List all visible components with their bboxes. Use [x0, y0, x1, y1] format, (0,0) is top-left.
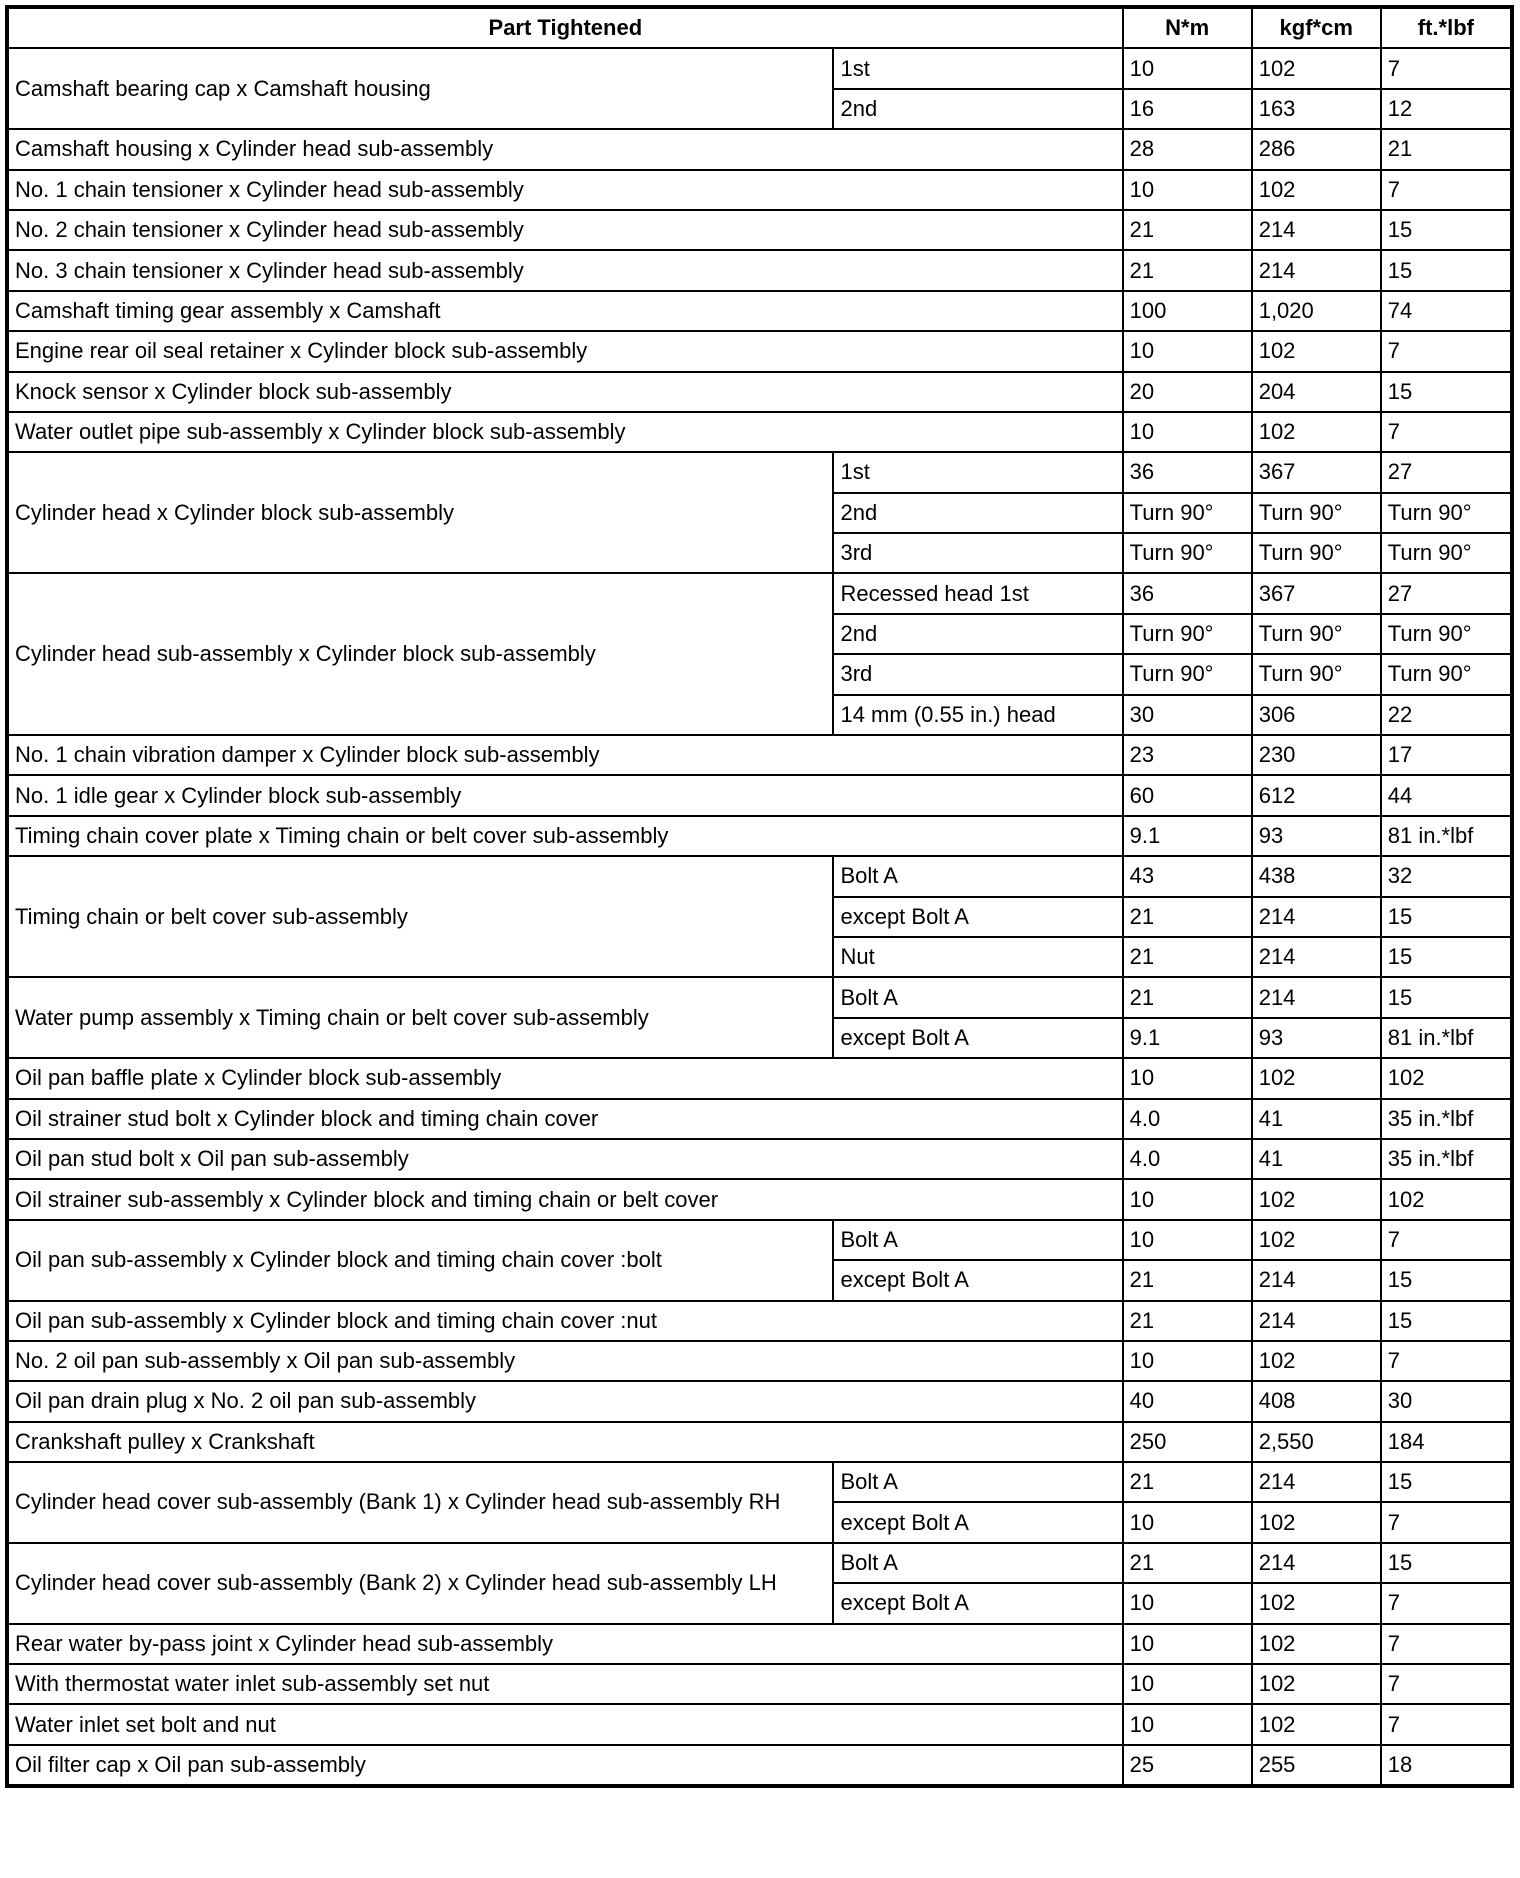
step-cell: except Bolt A	[833, 1583, 1122, 1623]
step-cell: Bolt A	[833, 1462, 1122, 1502]
part-name-cell: Engine rear oil seal retainer x Cylinder block sub-assembly	[7, 331, 1123, 371]
kgf-cm-value-cell: 102	[1252, 1664, 1381, 1704]
kgf-cm-value-cell: 214	[1252, 1462, 1381, 1502]
kgf-cm-value-cell: 102	[1252, 1179, 1381, 1219]
ft-lbf-value-cell: 21	[1381, 129, 1512, 169]
kgf-cm-value-cell: 102	[1252, 1624, 1381, 1664]
nm-value-cell: 21	[1123, 1462, 1252, 1502]
nm-value-cell: 10	[1123, 331, 1252, 371]
header-nm: N*m	[1123, 7, 1252, 48]
kgf-cm-value-cell: 102	[1252, 331, 1381, 371]
table-row	[7, 1624, 1512, 1664]
table-row	[7, 1543, 1512, 1583]
kgf-cm-value-cell: 286	[1252, 129, 1381, 169]
kgf-cm-value-cell: Turn 90°	[1252, 493, 1381, 533]
ft-lbf-value-cell: 7	[1381, 1664, 1512, 1704]
step-cell: except Bolt A	[833, 1502, 1122, 1542]
step-cell: 1st	[833, 48, 1122, 88]
kgf-cm-value-cell: 214	[1252, 210, 1381, 250]
ft-lbf-value-cell: 35 in.*lbf	[1381, 1099, 1512, 1139]
table-row	[7, 1462, 1512, 1502]
table-row	[7, 291, 1512, 331]
part-name-cell: Camshaft timing gear assembly x Camshaft	[7, 291, 1123, 331]
table-row	[7, 816, 1512, 856]
table-row	[7, 372, 1512, 412]
part-name-cell: Oil strainer stud bolt x Cylinder block and timing chain cover	[7, 1099, 1123, 1139]
kgf-cm-value-cell: 102	[1252, 170, 1381, 210]
nm-value-cell: 60	[1123, 775, 1252, 815]
kgf-cm-value-cell: 93	[1252, 816, 1381, 856]
kgf-cm-value-cell: Turn 90°	[1252, 533, 1381, 573]
step-cell: 2nd	[833, 614, 1122, 654]
ft-lbf-value-cell: Turn 90°	[1381, 614, 1512, 654]
table-row	[7, 331, 1512, 371]
step-cell: Bolt A	[833, 977, 1122, 1017]
torque-specification-table	[5, 5, 1514, 1788]
table-row	[7, 1301, 1512, 1341]
step-cell: 2nd	[833, 89, 1122, 129]
part-name-cell: Cylinder head sub-assembly x Cylinder block sub-assembly	[7, 573, 833, 735]
ft-lbf-value-cell: 15	[1381, 937, 1512, 977]
kgf-cm-value-cell: 214	[1252, 937, 1381, 977]
part-name-cell: Oil strainer sub-assembly x Cylinder block and timing chain or belt cover	[7, 1179, 1123, 1219]
nm-value-cell: 4.0	[1123, 1099, 1252, 1139]
ft-lbf-value-cell: 15	[1381, 372, 1512, 412]
kgf-cm-value-cell: 214	[1252, 1543, 1381, 1583]
nm-value-cell: 10	[1123, 1664, 1252, 1704]
header-kgf-cm: kgf*cm	[1252, 7, 1381, 48]
kgf-cm-value-cell: 41	[1252, 1139, 1381, 1179]
kgf-cm-value-cell: 306	[1252, 695, 1381, 735]
nm-value-cell: 10	[1123, 1341, 1252, 1381]
nm-value-cell: 36	[1123, 573, 1252, 613]
ft-lbf-value-cell: 81 in.*lbf	[1381, 816, 1512, 856]
nm-value-cell: 36	[1123, 452, 1252, 492]
table-row	[7, 573, 1512, 613]
ft-lbf-value-cell: 7	[1381, 412, 1512, 452]
nm-value-cell: 21	[1123, 897, 1252, 937]
ft-lbf-value-cell: 102	[1381, 1179, 1512, 1219]
ft-lbf-value-cell: 15	[1381, 250, 1512, 290]
part-name-cell: Camshaft bearing cap x Camshaft housing	[7, 48, 833, 129]
nm-value-cell: 25	[1123, 1745, 1252, 1786]
ft-lbf-value-cell: 15	[1381, 1301, 1512, 1341]
kgf-cm-value-cell: 438	[1252, 856, 1381, 896]
table-row	[7, 1099, 1512, 1139]
nm-value-cell: 23	[1123, 735, 1252, 775]
part-name-cell: Timing chain or belt cover sub-assembly	[7, 856, 833, 977]
part-name-cell: Knock sensor x Cylinder block sub-assembly	[7, 372, 1123, 412]
table-row	[7, 412, 1512, 452]
kgf-cm-value-cell: 93	[1252, 1018, 1381, 1058]
kgf-cm-value-cell: 41	[1252, 1099, 1381, 1139]
ft-lbf-value-cell: Turn 90°	[1381, 654, 1512, 694]
ft-lbf-value-cell: 7	[1381, 170, 1512, 210]
ft-lbf-value-cell: 184	[1381, 1422, 1512, 1462]
ft-lbf-value-cell: 7	[1381, 1583, 1512, 1623]
kgf-cm-value-cell: 102	[1252, 1502, 1381, 1542]
kgf-cm-value-cell: 367	[1252, 452, 1381, 492]
nm-value-cell: 10	[1123, 1220, 1252, 1260]
kgf-cm-value-cell: 2,550	[1252, 1422, 1381, 1462]
nm-value-cell: 16	[1123, 89, 1252, 129]
ft-lbf-value-cell: 30	[1381, 1381, 1512, 1421]
part-name-cell: Oil pan sub-assembly x Cylinder block and timing chain cover :nut	[7, 1301, 1123, 1341]
kgf-cm-value-cell: 1,020	[1252, 291, 1381, 331]
kgf-cm-value-cell: Turn 90°	[1252, 654, 1381, 694]
nm-value-cell: Turn 90°	[1123, 654, 1252, 694]
kgf-cm-value-cell: 102	[1252, 1341, 1381, 1381]
kgf-cm-value-cell: 408	[1252, 1381, 1381, 1421]
nm-value-cell: 21	[1123, 1543, 1252, 1583]
table-row	[7, 170, 1512, 210]
kgf-cm-value-cell: 102	[1252, 1058, 1381, 1098]
nm-value-cell: Turn 90°	[1123, 614, 1252, 654]
nm-value-cell: 30	[1123, 695, 1252, 735]
part-name-cell: Oil pan baffle plate x Cylinder block sub-assembly	[7, 1058, 1123, 1098]
part-name-cell: Camshaft housing x Cylinder head sub-assembly	[7, 129, 1123, 169]
ft-lbf-value-cell: 18	[1381, 1745, 1512, 1786]
table-row	[7, 1058, 1512, 1098]
nm-value-cell: 28	[1123, 129, 1252, 169]
nm-value-cell: 21	[1123, 250, 1252, 290]
nm-value-cell: 100	[1123, 291, 1252, 331]
part-name-cell: Water pump assembly x Timing chain or belt cover sub-assembly	[7, 977, 833, 1058]
nm-value-cell: 43	[1123, 856, 1252, 896]
step-cell: 3rd	[833, 654, 1122, 694]
step-cell: 14 mm (0.55 in.) head	[833, 695, 1122, 735]
part-name-cell: With thermostat water inlet sub-assembly set nut	[7, 1664, 1123, 1704]
kgf-cm-value-cell: 102	[1252, 1583, 1381, 1623]
kgf-cm-value-cell: 367	[1252, 573, 1381, 613]
nm-value-cell: 9.1	[1123, 816, 1252, 856]
ft-lbf-value-cell: Turn 90°	[1381, 533, 1512, 573]
part-name-cell: No. 1 chain tensioner x Cylinder head sub-assembly	[7, 170, 1123, 210]
part-name-cell: Cylinder head x Cylinder block sub-assembly	[7, 452, 833, 573]
nm-value-cell: 10	[1123, 1704, 1252, 1744]
nm-value-cell: 10	[1123, 1502, 1252, 1542]
step-cell: Bolt A	[833, 1543, 1122, 1583]
ft-lbf-value-cell: 102	[1381, 1058, 1512, 1098]
part-name-cell: Timing chain cover plate x Timing chain or belt cover sub-assembly	[7, 816, 1123, 856]
step-cell: except Bolt A	[833, 897, 1122, 937]
kgf-cm-value-cell: 102	[1252, 48, 1381, 88]
table-row	[7, 977, 1512, 1017]
ft-lbf-value-cell: 27	[1381, 573, 1512, 613]
table-row	[7, 1381, 1512, 1421]
ft-lbf-value-cell: 7	[1381, 1624, 1512, 1664]
ft-lbf-value-cell: 32	[1381, 856, 1512, 896]
table-row	[7, 1745, 1512, 1786]
ft-lbf-value-cell: 7	[1381, 1502, 1512, 1542]
nm-value-cell: 21	[1123, 937, 1252, 977]
ft-lbf-value-cell: 7	[1381, 331, 1512, 371]
table-row	[7, 735, 1512, 775]
step-cell: 3rd	[833, 533, 1122, 573]
table-row	[7, 1139, 1512, 1179]
part-name-cell: Oil filter cap x Oil pan sub-assembly	[7, 1745, 1123, 1786]
step-cell: 1st	[833, 452, 1122, 492]
header-ft-lbf: ft.*lbf	[1381, 7, 1512, 48]
table-row	[7, 210, 1512, 250]
step-cell: except Bolt A	[833, 1018, 1122, 1058]
kgf-cm-value-cell: 255	[1252, 1745, 1381, 1786]
part-name-cell: No. 1 idle gear x Cylinder block sub-assembly	[7, 775, 1123, 815]
table-row	[7, 1422, 1512, 1462]
part-name-cell: No. 3 chain tensioner x Cylinder head sub-assembly	[7, 250, 1123, 290]
part-name-cell: No. 2 oil pan sub-assembly x Oil pan sub-assembly	[7, 1341, 1123, 1381]
table-row	[7, 1179, 1512, 1219]
header-part-tightened: Part Tightened	[7, 7, 1123, 48]
part-name-cell: Water outlet pipe sub-assembly x Cylinder block sub-assembly	[7, 412, 1123, 452]
kgf-cm-value-cell: 230	[1252, 735, 1381, 775]
part-name-cell: Crankshaft pulley x Crankshaft	[7, 1422, 1123, 1462]
table-row	[7, 1704, 1512, 1744]
nm-value-cell: Turn 90°	[1123, 533, 1252, 573]
kgf-cm-value-cell: 102	[1252, 1704, 1381, 1744]
nm-value-cell: 21	[1123, 210, 1252, 250]
nm-value-cell: 10	[1123, 1179, 1252, 1219]
step-cell: Bolt A	[833, 856, 1122, 896]
nm-value-cell: 10	[1123, 48, 1252, 88]
ft-lbf-value-cell: 81 in.*lbf	[1381, 1018, 1512, 1058]
ft-lbf-value-cell: 7	[1381, 1704, 1512, 1744]
table-row	[7, 1664, 1512, 1704]
table-row	[7, 250, 1512, 290]
table-row	[7, 775, 1512, 815]
nm-value-cell: 21	[1123, 1260, 1252, 1300]
ft-lbf-value-cell: 15	[1381, 210, 1512, 250]
kgf-cm-value-cell: 214	[1252, 250, 1381, 290]
step-cell: Recessed head 1st	[833, 573, 1122, 613]
kgf-cm-value-cell: 102	[1252, 412, 1381, 452]
ft-lbf-value-cell: 35 in.*lbf	[1381, 1139, 1512, 1179]
nm-value-cell: 21	[1123, 977, 1252, 1017]
kgf-cm-value-cell: 612	[1252, 775, 1381, 815]
table-row	[7, 1341, 1512, 1381]
nm-value-cell: 10	[1123, 170, 1252, 210]
ft-lbf-value-cell: 7	[1381, 1220, 1512, 1260]
nm-value-cell: Turn 90°	[1123, 493, 1252, 533]
table-body	[7, 48, 1512, 1786]
kgf-cm-value-cell: 204	[1252, 372, 1381, 412]
step-cell: 2nd	[833, 493, 1122, 533]
kgf-cm-value-cell: 214	[1252, 977, 1381, 1017]
table-row	[7, 1220, 1512, 1260]
nm-value-cell: 10	[1123, 1583, 1252, 1623]
ft-lbf-value-cell: 15	[1381, 977, 1512, 1017]
step-cell: Bolt A	[833, 1220, 1122, 1260]
ft-lbf-value-cell: Turn 90°	[1381, 493, 1512, 533]
nm-value-cell: 250	[1123, 1422, 1252, 1462]
nm-value-cell: 9.1	[1123, 1018, 1252, 1058]
nm-value-cell: 10	[1123, 1624, 1252, 1664]
ft-lbf-value-cell: 17	[1381, 735, 1512, 775]
ft-lbf-value-cell: 7	[1381, 1341, 1512, 1381]
nm-value-cell: 10	[1123, 412, 1252, 452]
part-name-cell: Water inlet set bolt and nut	[7, 1704, 1123, 1744]
nm-value-cell: 4.0	[1123, 1139, 1252, 1179]
header-row	[7, 7, 1512, 48]
table-row	[7, 48, 1512, 88]
kgf-cm-value-cell: 102	[1252, 1220, 1381, 1260]
kgf-cm-value-cell: 214	[1252, 897, 1381, 937]
part-name-cell: Rear water by-pass joint x Cylinder head sub-assembly	[7, 1624, 1123, 1664]
nm-value-cell: 21	[1123, 1301, 1252, 1341]
part-name-cell: Cylinder head cover sub-assembly (Bank 1) x Cylinder head sub-assembly RH	[7, 1462, 833, 1543]
ft-lbf-value-cell: 15	[1381, 1260, 1512, 1300]
ft-lbf-value-cell: 15	[1381, 897, 1512, 937]
ft-lbf-value-cell: 15	[1381, 1543, 1512, 1583]
part-name-cell: Oil pan drain plug x No. 2 oil pan sub-assembly	[7, 1381, 1123, 1421]
part-name-cell: Oil pan sub-assembly x Cylinder block and timing chain cover :bolt	[7, 1220, 833, 1301]
part-name-cell: No. 1 chain vibration damper x Cylinder block sub-assembly	[7, 735, 1123, 775]
ft-lbf-value-cell: 44	[1381, 775, 1512, 815]
part-name-cell: Cylinder head cover sub-assembly (Bank 2) x Cylinder head sub-assembly LH	[7, 1543, 833, 1624]
table-row	[7, 129, 1512, 169]
step-cell: except Bolt A	[833, 1260, 1122, 1300]
nm-value-cell: 40	[1123, 1381, 1252, 1421]
nm-value-cell: 10	[1123, 1058, 1252, 1098]
kgf-cm-value-cell: Turn 90°	[1252, 614, 1381, 654]
table-row	[7, 856, 1512, 896]
ft-lbf-value-cell: 12	[1381, 89, 1512, 129]
ft-lbf-value-cell: 27	[1381, 452, 1512, 492]
part-name-cell: No. 2 chain tensioner x Cylinder head sub-assembly	[7, 210, 1123, 250]
nm-value-cell: 20	[1123, 372, 1252, 412]
step-cell: Nut	[833, 937, 1122, 977]
ft-lbf-value-cell: 7	[1381, 48, 1512, 88]
part-name-cell: Oil pan stud bolt x Oil pan sub-assembly	[7, 1139, 1123, 1179]
kgf-cm-value-cell: 163	[1252, 89, 1381, 129]
table-row	[7, 452, 1512, 492]
kgf-cm-value-cell: 214	[1252, 1301, 1381, 1341]
ft-lbf-value-cell: 74	[1381, 291, 1512, 331]
ft-lbf-value-cell: 15	[1381, 1462, 1512, 1502]
kgf-cm-value-cell: 214	[1252, 1260, 1381, 1300]
ft-lbf-value-cell: 22	[1381, 695, 1512, 735]
